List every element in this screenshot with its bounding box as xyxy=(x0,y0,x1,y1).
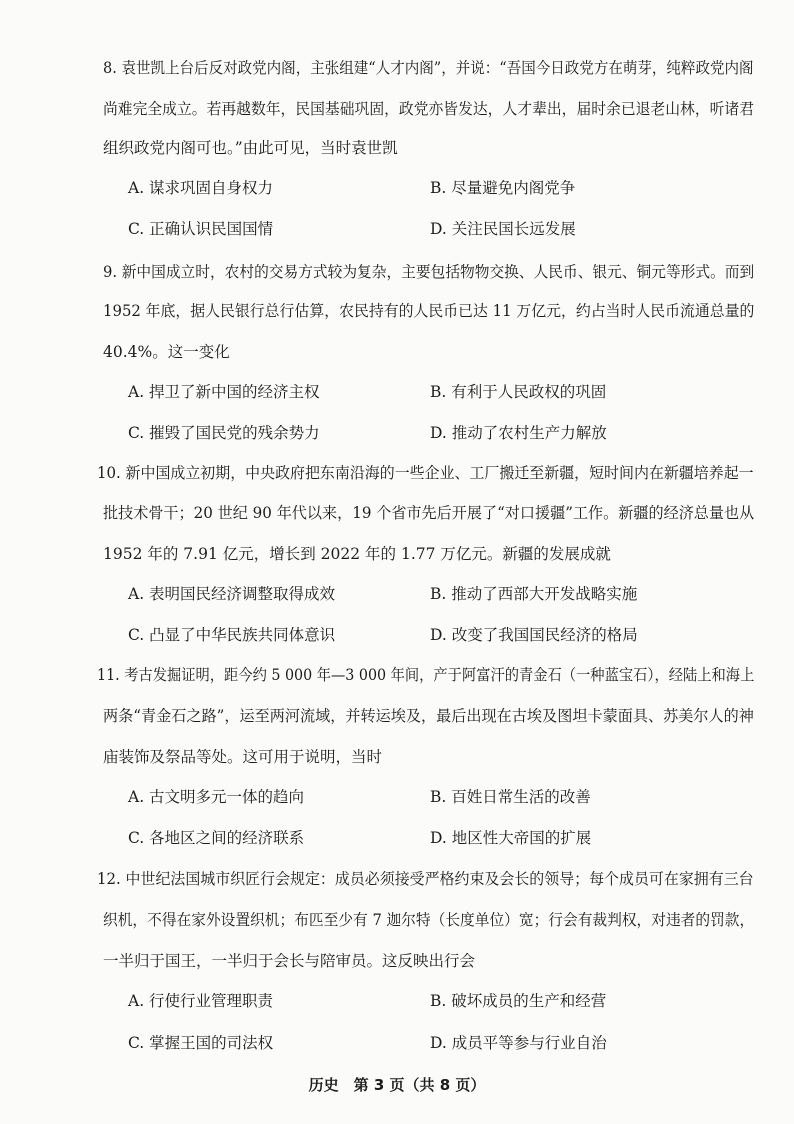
q12-option-a: A. 行使行业管理职责 xyxy=(128,992,274,1010)
q10-option-d: D. 改变了我国国民经济的格局 xyxy=(430,626,638,644)
q11-option-d: D. 地区性大帝国的扩展 xyxy=(430,829,592,847)
q8-line3: 组织政党内阁可也。”由此可见，当时袁世凯 xyxy=(103,139,398,157)
q9-line1: 9. 新中国成立时，农村的交易方式较为复杂，主要包括物物交换、人民币、银元、铜元等形式。而到 xyxy=(103,263,755,281)
q10-option-c: C. 凸显了中华民族共同体意识 xyxy=(128,626,336,644)
q11-line3: 庙装饰及祭品等处。这可用于说明，当时 xyxy=(103,748,383,766)
q11-line2: 两条“青金石之路”，运至两河流域，并转运埃及，最后出现在古埃及图坦卡蒙面具、苏美尔人的神 xyxy=(103,707,754,725)
q10-line3: 1952 年的 7.91 亿元，增长到 2022 年的 1.77 万亿元。新疆的发展成就 xyxy=(103,545,611,563)
q9-option-d: D. 推动了农村生产力解放 xyxy=(430,424,607,442)
q10-option-b: B. 推动了西部大开发战略实施 xyxy=(430,585,638,603)
q12-line2: 织机，不得在家外设置织机；布匹至少有 7 迦尔特（长度单位）宽；行会有裁判权，对违者的罚款， xyxy=(103,911,755,929)
q9-option-c: C. 摧毁了国民党的残余势力 xyxy=(128,424,320,442)
q12-line1: 12. 中世纪法国城市织匠行会规定：成员必须接受严格约束及会长的领导；每个成员可在家拥有三台 xyxy=(97,870,754,888)
q9-line3: 40.4%。这一变化 xyxy=(103,343,230,361)
q8-option-b: B. 尽量避免内阁党争 xyxy=(430,179,576,197)
q9-option-a: A. 捍卫了新中国的经济主权 xyxy=(128,383,320,401)
q12-option-b: B. 破坏成员的生产和经营 xyxy=(430,992,607,1010)
q8-option-a: A. 谋求巩固自身权力 xyxy=(128,179,274,197)
q11-option-b: B. 百姓日常生活的改善 xyxy=(430,788,591,806)
q9-line2: 1952 年底，据人民银行总行估算，农民持有的人民币已达 11 万亿元，约占当时人民币流通总量的 xyxy=(103,302,755,320)
q12-option-c: C. 掌握王国的司法权 xyxy=(128,1034,274,1052)
q11-option-a: A. 古文明多元一体的趋向 xyxy=(128,788,305,806)
q11-line1: 11. 考古发掘证明，距今约 5 000 年—3 000 年间，产于阿富汗的青金石（一种蓝宝石），经陆上和海上 xyxy=(97,666,755,684)
q10-option-a: A. 表明国民经济调整取得成效 xyxy=(128,585,336,603)
q8-line2: 尚难完全成立。若再越数年，民国基础巩固，政党亦皆发达，人才辈出，届时余已退老山林，听诸君 xyxy=(103,100,755,118)
q8-option-c: C. 正确认识民国国情 xyxy=(128,220,274,238)
q10-line2: 批技术骨干；20 世纪 90 年代以来，19 个省市先后开展了“对口援疆”工作。新疆的经济总量也从 xyxy=(103,504,755,522)
q10-line1: 10. 新中国成立初期，中央政府把东南沿海的一些企业、工厂搬迁至新疆，短时间内在新疆培养起一 xyxy=(97,464,754,482)
q8-line1: 8. 袁世凯上台后反对政党内阁，主张组建“人才内阁”，并说：“吾国今日政党方在萌芽，纯粹政党内阁 xyxy=(103,59,754,77)
q11-option-c: C. 各地区之间的经济联系 xyxy=(128,829,305,847)
q9-option-b: B. 有利于人民政权的巩固 xyxy=(430,383,607,401)
q12-line3: 一半归于国王，一半归于会长与陪审员。这反映出行会 xyxy=(103,952,476,970)
q12-option-d: D. 成员平等参与行业自治 xyxy=(430,1034,607,1052)
q8-option-d: D. 关注民国长远发展 xyxy=(430,220,576,238)
page-footer: 历史 第 3 页（共 8 页） xyxy=(308,1076,486,1094)
